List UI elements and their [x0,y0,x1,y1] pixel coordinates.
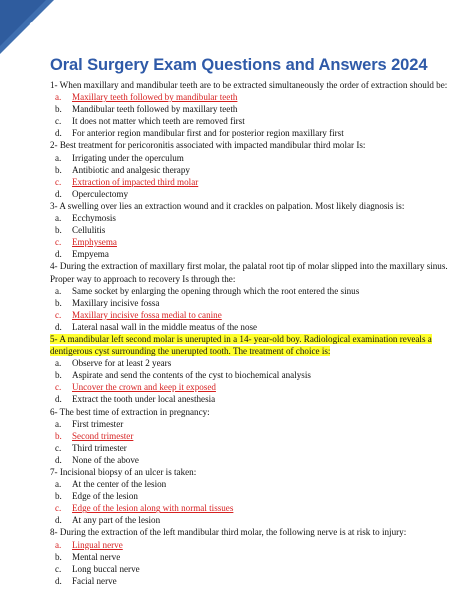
option-text: Extract the tooth under local anesthesia [72,394,216,405]
option-letter: a. [55,213,62,224]
option-letter: b. [55,430,62,441]
option-letter: d. [55,188,62,199]
answer-option [50,563,454,575]
page-title: Oral Surgery Exam Questions and Answers 2024 [50,56,428,74]
option-letter: c. [55,382,62,393]
option-letter: a. [55,418,62,429]
answer-option [50,285,454,297]
option-letter: c. [55,309,62,320]
answer-option [50,297,454,309]
option-list [50,539,454,587]
question-text [50,260,454,284]
option-list [50,91,454,139]
answer-option [50,514,454,526]
option-text: Maxillary teeth followed by mandibular teeth [72,92,238,103]
question-text-content: 1- When maxillary and mandibular teeth are to be extracted simultaneously the order of extraction should be: [50,80,448,90]
option-text: Edge of the lesion [72,491,138,502]
option-text: Maxillary incisive fossa medial to canine [72,309,222,320]
question-text-content: 6- The best time of extraction in pregnancy: [50,406,210,417]
answer-option [50,248,454,260]
option-letter: d. [55,128,62,139]
question-text [50,79,454,91]
option-letter: b. [55,370,62,381]
option-letter: c. [55,116,62,127]
option-letter: c. [55,563,62,574]
answer-option [50,164,454,176]
option-text: Ecchymosis [72,213,116,224]
option-text: Uncover the crown and keep it exposed [72,382,216,393]
option-text: Lateral nasal wall in the middle meatus of the nose [72,321,258,332]
option-text: Mental nerve [72,551,121,562]
option-text: Aspirate and send the contents of the cyst to biochemical analysis [72,370,311,381]
answer-option [50,127,454,139]
answer-option [50,551,454,563]
option-list [50,152,454,200]
question-text-content: 7- Incisional biopsy of an ulcer is taken: [50,467,197,477]
question-block [50,526,454,586]
option-letter: a. [55,358,62,369]
option-text: At any part of the lesion [72,515,161,526]
option-text: Facial nerve [72,575,117,586]
option-text: Same socket by enlarging the opening through which the root entered the sinus [72,285,360,296]
option-letter: a. [55,285,62,296]
option-letter: a. [55,152,62,163]
option-letter: d. [55,575,62,586]
option-list [50,418,454,466]
answer-option [50,224,454,236]
option-text: Antibiotic and analgesic therapy [72,164,190,175]
option-text: Edge of the lesion along with normal tissues [72,503,234,514]
document-body [50,56,454,587]
option-letter: b. [55,225,62,236]
option-letter: b. [55,297,62,308]
option-list [50,357,454,405]
option-letter: d. [55,249,62,260]
option-text: Operculectomy [72,188,129,199]
option-text: Observe for at least 2 years [72,358,172,369]
option-text: Empyema [72,249,109,260]
correct-answer-option [50,309,454,321]
option-letter: c. [55,176,62,187]
answer-option [50,575,454,587]
option-text: First trimester [72,418,124,429]
option-text: Mandibular teeth followed by maxillary teeth [72,104,238,115]
option-text: Extraction of impacted third molar [72,176,199,187]
option-text: Irrigating under the operculum [72,152,184,163]
question-list [50,79,454,587]
correct-answer-option [50,430,454,442]
question-text-content: 2- Best treatment for pericoronitis associated with impacted mandibular third molar Is: [50,140,366,151]
option-letter: c. [55,503,62,514]
correct-answer-option [50,236,454,248]
answer-option [50,478,454,490]
answer-option [50,115,454,127]
question-block [50,333,454,406]
question-text [50,139,454,151]
question-block [50,79,454,139]
correct-answer-option [50,539,454,551]
option-text: Long buccal nerve [72,563,140,574]
option-letter: b. [55,491,62,502]
answer-option [50,490,454,502]
answer-option [50,321,454,333]
option-letter: d. [55,321,62,332]
option-letter: b. [55,164,62,175]
question-text [50,333,454,357]
option-text: Second trimester [72,430,134,441]
question-text-content: 4- During the extraction of maxillary first molar, the palatal root tip of molar slipped into the maxillary sinus. Proper way to approach to recovery Is through the: [50,261,448,284]
answer-option [50,393,454,405]
question-text-content: 8- During the extraction of the left mandibular third molar, the following nerve is at risk to injury: [50,527,407,538]
answer-option [50,418,454,430]
corner-decoration-inner [0,0,46,46]
option-letter: b. [55,104,62,115]
option-text: Emphysema [72,237,117,248]
question-block [50,139,454,199]
correct-answer-option [50,91,454,103]
question-text [50,406,454,418]
option-list [50,212,454,260]
option-text: None of the above [72,454,139,465]
page-number: 1 [29,21,35,32]
answer-option [50,152,454,164]
option-letter: a. [55,539,62,550]
option-letter: d. [55,454,62,465]
option-list [50,285,454,333]
option-list [50,478,454,526]
option-text: It does not matter which teeth are removed first [72,116,245,127]
question-text-content: 5- A mandibular left second molar is unerupted in a 14- year-old boy. Radiological examination reveals a dentigerous cyst surrounding the unerupted tooth. The treatment of choice is: [50,333,432,357]
option-letter: a. [55,479,62,490]
option-text: Third trimester [72,442,127,453]
question-block [50,466,454,526]
correct-answer-option [50,381,454,393]
question-block [50,260,454,333]
option-letter: b. [55,551,62,562]
answer-option [50,212,454,224]
answer-option [50,442,454,454]
correct-answer-option [50,502,454,514]
option-letter: d. [55,394,62,405]
question-text [50,466,454,478]
question-text [50,526,454,538]
option-text: At the center of the lesion [72,479,167,490]
option-text: Cellulitis [72,225,106,236]
question-text-content: 3- A swelling over lies an extraction wound and it crackles on palpation. Most likely diagnosis is: [50,200,405,211]
option-text: Maxillary incisive fossa [72,297,160,308]
option-letter: c. [55,442,62,453]
question-block [50,406,454,466]
answer-option [50,357,454,369]
option-letter: a. [55,92,62,103]
correct-answer-option [50,176,454,188]
option-letter: d. [55,515,62,526]
option-letter: c. [55,237,62,248]
answer-option [50,369,454,381]
question-block [50,200,454,260]
answer-option [50,103,454,115]
option-text: Lingual nerve [72,539,123,550]
option-text: For anterior region mandibular first and for posterior region maxillary first [72,128,344,139]
answer-option [50,454,454,466]
answer-option [50,188,454,200]
question-text [50,200,454,212]
